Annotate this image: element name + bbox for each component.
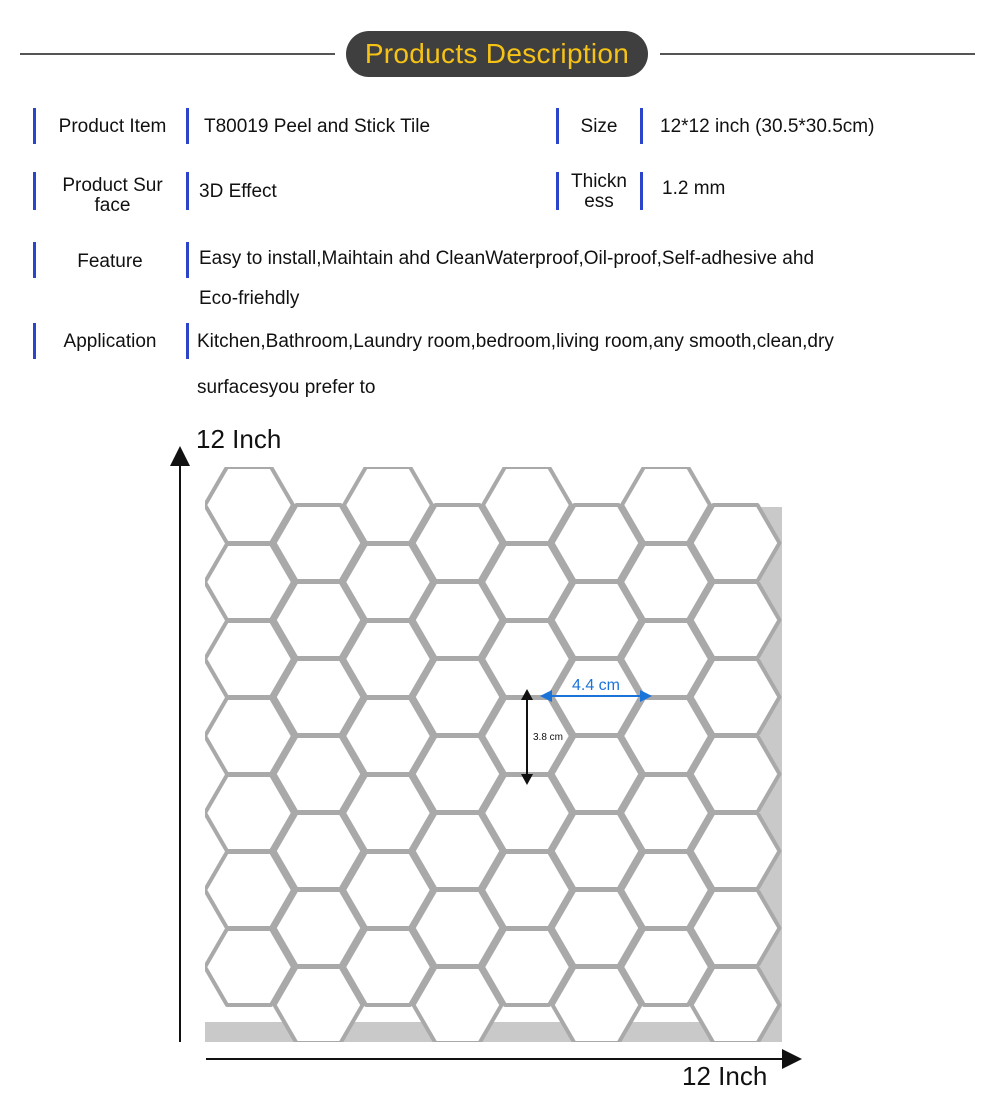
hexagon-tile [692, 967, 780, 1043]
hexagon-tile [692, 505, 780, 581]
application-label: Application [63, 331, 157, 352]
thickness-value: 1.2 mm [662, 178, 726, 199]
feature-value-line2: Eco-friehdly [199, 288, 300, 309]
width-axis-label: 12 Inch [682, 1061, 768, 1091]
hexagon-pattern [205, 467, 780, 1043]
thickness-label-line2: ess [584, 191, 614, 212]
product-item-value: T80019 Peel and Stick Tile [204, 116, 431, 137]
hexagon-tile [692, 813, 780, 889]
hex-width-label: 4.4 cm [571, 677, 621, 694]
feature-value-line1: Easy to install,Maihtain ahd CleanWaterproof,Oil-proof,Self-adhesive ahd [199, 248, 815, 269]
height-axis-label: 12 Inch [196, 424, 282, 454]
feature-label: Feature [77, 251, 143, 272]
hexagon-tile [692, 890, 780, 966]
section-title: Products Description [346, 31, 648, 77]
product-surface-label-line1: Product Sur [62, 175, 163, 196]
product-item-label: Product Item [58, 116, 167, 137]
hexagon-tile [692, 736, 780, 812]
thickness-label-line1: Thickn [571, 171, 627, 192]
product-surface-value: 3D Effect [199, 181, 277, 202]
size-label: Size [580, 116, 618, 137]
hexagon-tile [692, 659, 780, 735]
height-axis-arrowhead [170, 446, 190, 466]
product-surface-label-line2: face [94, 195, 131, 216]
size-value: 12*12 inch (30.5*30.5cm) [660, 116, 875, 137]
hexagon-tile [692, 582, 780, 658]
hex-height-label: 3.8 cm [532, 732, 564, 743]
width-axis-arrowhead [782, 1049, 802, 1069]
application-value-line1: Kitchen,Bathroom,Laundry room,bedroom,living room,any smooth,clean,dry [197, 331, 834, 352]
application-value-line2: surfacesyou prefer to [197, 377, 376, 398]
